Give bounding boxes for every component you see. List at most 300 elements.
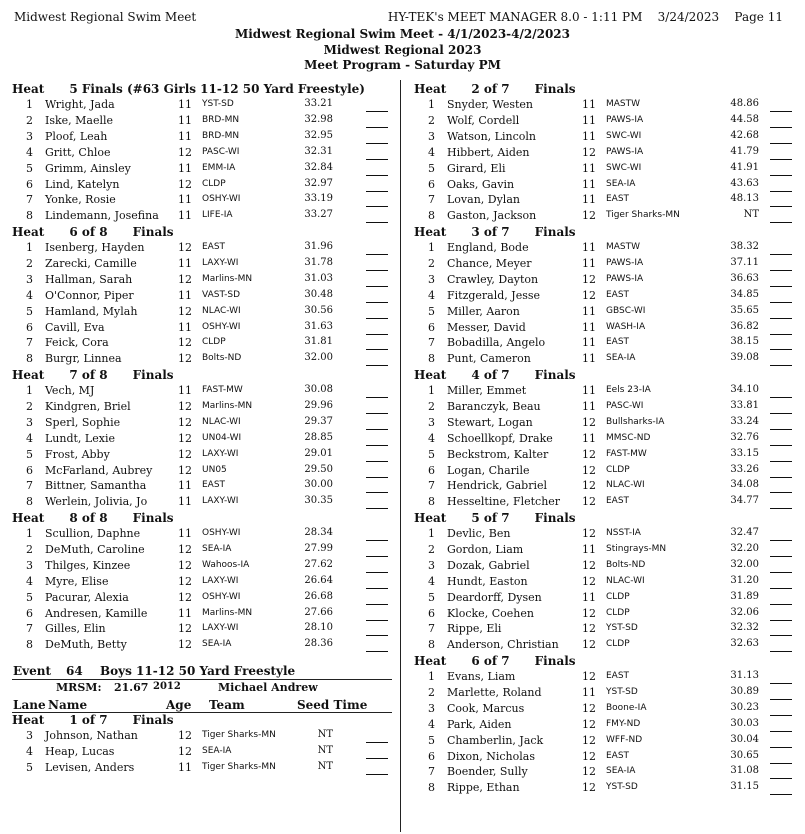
- event-rule: [12, 679, 392, 680]
- lane-number: 5: [26, 161, 33, 175]
- team-code: MASTW: [606, 99, 641, 109]
- lane-number: 3: [428, 415, 435, 429]
- result-blank-line: [770, 127, 792, 128]
- swimmer-row: [12, 559, 402, 575]
- seed-time: 29.96: [304, 399, 333, 411]
- seed-time: 30.03: [730, 717, 759, 729]
- team-code: CLDP: [202, 337, 226, 348]
- seed-time: 42.68: [730, 129, 759, 141]
- swimmer-row: [12, 193, 402, 209]
- team-code: BRD-MN: [202, 114, 240, 125]
- result-blank-line: [366, 651, 388, 652]
- swimmer-row: [414, 321, 805, 337]
- team-code: EAST: [606, 750, 630, 761]
- swimmer-row: [12, 527, 402, 543]
- swimmer-row: [12, 543, 402, 559]
- columns-rule: [12, 712, 392, 713]
- seed-time: 33.81: [730, 399, 759, 411]
- result-blank-line: [770, 413, 792, 414]
- swimmer-row: [414, 448, 805, 464]
- team-code: LAXY-WI: [202, 575, 239, 586]
- result-blank-line: [366, 742, 388, 743]
- team-code: SWC-WI: [606, 162, 642, 173]
- lane-number: 1: [428, 98, 435, 111]
- heat-title: Heat 2 of 7 Finals: [414, 82, 576, 96]
- swimmer-name: Cook, Marcus: [447, 701, 525, 715]
- lane-number: 7: [428, 336, 435, 350]
- team-code: FAST-MW: [202, 385, 243, 395]
- team-code: LIFE-IA: [202, 210, 233, 221]
- result-blank-line: [770, 763, 792, 764]
- result-blank-line: [770, 302, 792, 303]
- swimmer-row: [12, 432, 402, 448]
- lane-number: 1: [428, 527, 435, 540]
- team-code: BRD-MN: [202, 130, 240, 141]
- team-code: EAST: [606, 289, 630, 300]
- swimmer-name: Gritt, Chloe: [45, 145, 111, 159]
- seed-time: 31.96: [304, 241, 333, 252]
- seed-time: 36.82: [730, 320, 759, 332]
- seed-time: 26.64: [304, 574, 333, 586]
- swimmer-name: Snyder, Westen: [447, 98, 534, 111]
- swimmer-name: Sperl, Sophie: [45, 415, 121, 429]
- result-blank-line: [770, 365, 792, 366]
- swimmer-age: 12: [178, 558, 192, 572]
- swimmer-age: 12: [178, 272, 192, 286]
- swimmer-name: Fitzgerald, Jesse: [447, 288, 541, 302]
- team-code: Marlins-MN: [202, 400, 253, 411]
- swimmer-age: 12: [178, 574, 192, 588]
- swimmer-name: Lundt, Lexie: [45, 431, 115, 445]
- lane-number: 4: [428, 574, 435, 588]
- swimmer-name: Park, Aiden: [447, 717, 512, 731]
- result-blank-line: [770, 492, 792, 493]
- lane-number: 1: [428, 241, 435, 254]
- swimmer-name: Dixon, Nicholas: [447, 749, 535, 763]
- swimmer-age: 11: [582, 256, 596, 270]
- result-blank-line: [366, 334, 388, 335]
- result-blank-line: [770, 699, 792, 700]
- result-blank-line: [366, 286, 388, 287]
- team-code: Tiger Sharks-MN: [606, 210, 680, 221]
- result-blank-line: [366, 492, 388, 493]
- swimmer-row: [414, 416, 805, 432]
- swimmer-age: 11: [582, 177, 596, 191]
- swimmer-name: Ploof, Leah: [45, 129, 108, 143]
- lane-number: 4: [428, 288, 435, 302]
- result-blank-line: [770, 254, 792, 255]
- swimmer-row: [414, 352, 805, 368]
- lane-number: 2: [428, 685, 435, 699]
- swimmer-name: Rippe, Ethan: [447, 781, 520, 795]
- team-code: UN04-WI: [202, 432, 242, 443]
- seed-time: 31.20: [730, 574, 759, 586]
- swimmer-age: 12: [582, 272, 596, 286]
- seed-time: 33.27: [304, 209, 333, 221]
- heat-title: Heat 3 of 7 Finals: [414, 225, 576, 239]
- swimmer-name: Bobadilla, Angelo: [447, 336, 546, 350]
- team-code: EAST: [606, 337, 630, 348]
- seed-time: 38.32: [730, 241, 759, 252]
- seed-time: 30.00: [304, 479, 333, 491]
- swimmer-row: [414, 400, 805, 416]
- swimmer-age: 12: [178, 463, 192, 477]
- swimmer-row: [12, 98, 402, 114]
- team-code: PAWS-IA: [606, 114, 644, 125]
- swimmer-name: Cavill, Eva: [45, 320, 105, 334]
- swimmer-row: [12, 352, 402, 368]
- seed-time: 34.77: [730, 495, 759, 507]
- swimmer-row: [414, 114, 805, 130]
- swimmer-row: [12, 305, 402, 321]
- team-code: OSHY-WI: [202, 591, 241, 602]
- team-code: CLDP: [606, 639, 630, 650]
- seed-time: 32.32: [730, 622, 759, 634]
- swimmer-age: 11: [178, 479, 192, 493]
- swimmer-row: [414, 527, 805, 543]
- lane-number: 4: [26, 431, 33, 445]
- team-code: Bolts-ND: [202, 353, 242, 364]
- team-code: LAXY-WI: [202, 623, 239, 634]
- swimmer-age: 12: [178, 744, 192, 758]
- seed-time: 33.24: [730, 415, 759, 427]
- swimmer-name: McFarland, Aubrey: [45, 463, 153, 477]
- result-blank-line: [366, 254, 388, 255]
- swimmer-row: [414, 289, 805, 305]
- seed-time: 28.10: [304, 622, 333, 634]
- result-blank-line: [366, 461, 388, 462]
- swimmer-name: Feick, Cora: [45, 336, 109, 350]
- team-code: PASC-WI: [606, 400, 644, 411]
- team-code: Bolts-ND: [606, 559, 646, 570]
- swimmer-name: DeMuth, Betty: [45, 638, 127, 652]
- swimmer-age: 12: [178, 590, 192, 604]
- swimmer-age: 12: [582, 479, 596, 493]
- seed-time: NT: [317, 760, 333, 772]
- swimmer-row: [414, 750, 805, 766]
- seed-time: 31.81: [304, 336, 333, 348]
- swimmer-row: [414, 336, 805, 352]
- swimmer-row: [414, 495, 805, 511]
- heat-title: Heat 6 of 7 Finals: [414, 654, 576, 668]
- col-team-header: Team: [209, 698, 245, 712]
- lane-number: 6: [428, 463, 435, 477]
- swimmer-age: 12: [178, 177, 192, 191]
- lane-number: 1: [428, 384, 435, 397]
- swimmer-row: [414, 543, 805, 559]
- lane-number: 1: [26, 384, 33, 397]
- lane-number: 8: [428, 638, 435, 652]
- lane-number: 7: [26, 479, 33, 493]
- lane-number: 3: [26, 272, 33, 286]
- swimmer-age: 11: [178, 161, 192, 175]
- team-code: CLDP: [606, 591, 630, 602]
- team-code: Marlins-MN: [202, 273, 253, 284]
- team-code: SEA-IA: [202, 639, 232, 650]
- lane-number: 6: [26, 177, 33, 191]
- lane-number: 3: [26, 129, 33, 143]
- event-title: Boys 11-12 50 Yard Freestyle: [100, 664, 296, 678]
- seed-time: 32.06: [730, 606, 759, 618]
- meet-subtitle: Midwest Regional 2023: [323, 43, 482, 57]
- result-blank-line: [366, 349, 388, 350]
- swimmer-name: Evans, Liam: [447, 670, 516, 683]
- swimmer-age: 11: [178, 193, 192, 207]
- lane-number: 5: [26, 590, 33, 604]
- swimmer-name: England, Bode: [447, 241, 529, 254]
- swimmer-name: Zarecki, Camille: [45, 256, 137, 270]
- result-blank-line: [366, 270, 388, 271]
- team-code: SEA-IA: [202, 543, 232, 554]
- swimmer-row: [414, 432, 805, 448]
- swimmer-age: 12: [178, 431, 192, 445]
- swimmer-name: Yonke, Rosie: [45, 193, 116, 207]
- swimmer-name: Punt, Cameron: [447, 352, 531, 366]
- seed-time: 28.36: [304, 638, 333, 650]
- team-code: Tiger Sharks-MN: [202, 761, 276, 772]
- meet-dates-title: Midwest Regional Swim Meet - 4/1/2023-4/2/2023: [234, 27, 571, 41]
- lane-number: 5: [428, 161, 435, 175]
- col-lane-header: Lane: [13, 698, 46, 712]
- team-code: EAST: [202, 242, 226, 252]
- team-code: NLAC-WI: [606, 480, 645, 491]
- team-code: EAST: [202, 480, 226, 491]
- swimmer-age: 11: [582, 590, 596, 604]
- swimmer-row: [12, 479, 402, 495]
- swimmer-row: [414, 622, 805, 638]
- swimmer-row: [12, 146, 402, 162]
- team-code: CLDP: [202, 178, 226, 189]
- seed-time: 37.11: [730, 256, 759, 268]
- lane-number: 7: [428, 193, 435, 207]
- swimmer-age: 12: [582, 558, 596, 572]
- swimmer-age: 12: [582, 622, 596, 636]
- result-blank-line: [770, 143, 792, 144]
- result-blank-line: [770, 731, 792, 732]
- swimmer-row: [12, 622, 402, 638]
- swimmer-age: 12: [582, 606, 596, 620]
- swimmer-name: Vech, MJ: [45, 384, 95, 397]
- seed-time: 31.13: [730, 670, 759, 681]
- event-label: Event: [13, 664, 52, 678]
- swimmer-row: [12, 289, 402, 305]
- seed-time: 30.35: [304, 495, 333, 507]
- seed-time: 31.03: [304, 272, 333, 284]
- swimmer-name: Schoellkopf, Drake: [447, 431, 553, 445]
- result-blank-line: [770, 222, 792, 223]
- swimmer-age: 11: [178, 288, 192, 302]
- lane-number: 1: [26, 527, 33, 540]
- result-blank-line: [366, 588, 388, 589]
- seed-time: 29.50: [304, 463, 333, 475]
- lane-number: 3: [428, 129, 435, 143]
- result-blank-line: [366, 159, 388, 160]
- seed-time: 34.10: [730, 384, 759, 395]
- swimmer-age: 11: [178, 256, 192, 270]
- swimmer-name: Oaks, Gavin: [447, 177, 515, 191]
- page-header-info: HY-TEK's MEET MANAGER 8.0 - 1:11 PM 3/24/2023 Page 11: [387, 10, 783, 24]
- team-code: Eels 23-IA: [606, 385, 651, 395]
- lane-number: 8: [26, 495, 33, 509]
- swimmer-row: [414, 98, 805, 114]
- swimmer-row: [12, 575, 402, 591]
- lane-number: 8: [26, 352, 33, 366]
- swimmer-age: 11: [178, 129, 192, 143]
- seed-time: 33.15: [730, 447, 759, 459]
- lane-number: 7: [428, 622, 435, 636]
- swimmer-name: Pacurar, Alexia: [45, 590, 129, 604]
- team-code: PAWS-IA: [606, 257, 644, 268]
- result-blank-line: [366, 222, 388, 223]
- lane-number: 8: [428, 781, 435, 795]
- swimmer-row: [414, 241, 805, 257]
- result-blank-line: [770, 429, 792, 430]
- team-code: CLDP: [606, 464, 630, 475]
- team-code: LAXY-WI: [202, 496, 239, 507]
- swimmer-row: [12, 745, 402, 761]
- swimmer-row: [12, 448, 402, 464]
- swimmer-row: [414, 146, 805, 162]
- result-blank-line: [770, 206, 792, 207]
- swimmer-name: Deardorff, Dysen: [447, 590, 542, 604]
- swimmer-row: [414, 178, 805, 194]
- team-code: YST-SD: [202, 99, 234, 109]
- swimmer-name: Logan, Charile: [447, 463, 530, 477]
- seed-time: 41.91: [730, 161, 759, 173]
- swimmer-name: Gaston, Jackson: [447, 209, 537, 223]
- result-blank-line: [770, 556, 792, 557]
- team-code: WFF-ND: [606, 734, 643, 745]
- swimmer-name: Stewart, Logan: [447, 415, 533, 429]
- result-blank-line: [366, 429, 388, 430]
- seed-time: 30.56: [304, 304, 333, 316]
- seed-time: 32.63: [730, 638, 759, 650]
- seed-time: 29.01: [304, 447, 333, 459]
- swimmer-name: Scullion, Daphne: [45, 527, 141, 540]
- team-code: SEA-IA: [606, 178, 636, 189]
- lane-number: 2: [26, 399, 33, 413]
- swimmer-name: DeMuth, Caroline: [45, 542, 145, 556]
- result-blank-line: [770, 572, 792, 573]
- swimmer-row: [414, 559, 805, 575]
- seed-time: 32.47: [730, 527, 759, 538]
- lane-number: 5: [428, 590, 435, 604]
- swimmer-age: 11: [178, 209, 192, 223]
- result-blank-line: [770, 588, 792, 589]
- swimmer-row: [414, 384, 805, 400]
- lane-number: 4: [26, 288, 33, 302]
- result-blank-line: [770, 270, 792, 271]
- result-blank-line: [770, 508, 792, 509]
- result-blank-line: [770, 651, 792, 652]
- result-blank-line: [366, 127, 388, 128]
- swimmer-age: 12: [582, 717, 596, 731]
- swimmer-age: 12: [582, 749, 596, 763]
- swimmer-age: 11: [582, 685, 596, 699]
- heat-title: Heat 5 of 7 Finals: [414, 511, 576, 525]
- swimmer-name: Girard, Eli: [447, 161, 506, 175]
- team-code: EAST: [606, 671, 630, 681]
- swimmer-row: [12, 591, 402, 607]
- heat-title: Heat 4 of 7 Finals: [414, 368, 576, 382]
- swimmer-age: 11: [582, 98, 596, 111]
- swimmer-age: 11: [178, 606, 192, 620]
- swimmer-name: O'Connor, Piper: [45, 288, 134, 302]
- swimmer-name: Hibbert, Aiden: [447, 145, 530, 159]
- seed-time: 32.31: [304, 145, 333, 157]
- result-blank-line: [770, 540, 792, 541]
- swimmer-age: 11: [582, 193, 596, 207]
- lane-number: 6: [428, 177, 435, 191]
- team-code: LAXY-WI: [202, 257, 239, 268]
- swimmer-age: 12: [178, 145, 192, 159]
- swimmer-name: Bittner, Samantha: [45, 479, 147, 493]
- lane-number: 6: [26, 463, 33, 477]
- seed-time: 28.34: [304, 527, 333, 538]
- record-holder: Michael Andrew: [218, 681, 318, 694]
- swimmer-row: [414, 162, 805, 178]
- result-blank-line: [366, 111, 388, 112]
- swimmer-row: [414, 464, 805, 480]
- swimmer-name: Heap, Lucas: [45, 744, 115, 758]
- result-blank-line: [770, 445, 792, 446]
- team-code: FAST-MW: [606, 448, 647, 459]
- lane-number: 8: [26, 209, 33, 223]
- swimmer-name: Levisen, Anders: [45, 760, 135, 774]
- swimmer-row: [12, 638, 402, 654]
- result-blank-line: [770, 683, 792, 684]
- lane-number: 8: [428, 352, 435, 366]
- result-blank-line: [770, 477, 792, 478]
- heat-title: Heat 8 of 8 Finals: [12, 511, 174, 525]
- swimmer-row: [12, 607, 402, 623]
- lane-number: 2: [428, 256, 435, 270]
- result-blank-line: [366, 572, 388, 573]
- result-blank-line: [366, 397, 388, 398]
- lane-number: 5: [26, 447, 33, 461]
- result-blank-line: [770, 794, 792, 795]
- result-blank-line: [770, 715, 792, 716]
- result-blank-line: [366, 604, 388, 605]
- swimmer-name: Wolf, Cordell: [447, 113, 520, 127]
- swimmer-row: [12, 321, 402, 337]
- lane-number: 6: [428, 606, 435, 620]
- team-code: EAST: [606, 194, 630, 205]
- swimmer-row: [12, 114, 402, 130]
- team-code: LAXY-WI: [202, 448, 239, 459]
- swimmer-name: Lindemann, Josefina: [45, 209, 159, 223]
- swimmer-name: Chamberlin, Jack: [447, 733, 544, 747]
- lane-number: 7: [428, 479, 435, 493]
- lane-number: 4: [428, 717, 435, 731]
- result-blank-line: [366, 175, 388, 176]
- swimmer-name: Baranczyk, Beau: [447, 399, 541, 413]
- team-code: SEA-IA: [606, 353, 636, 364]
- team-code: SWC-WI: [606, 130, 642, 141]
- seed-time: 31.63: [304, 320, 333, 332]
- swimmer-name: Boender, Sully: [447, 765, 528, 779]
- lane-number: 4: [428, 431, 435, 445]
- swimmer-name: Chance, Meyer: [447, 256, 532, 270]
- seed-time: NT: [317, 729, 333, 740]
- lane-number: 2: [428, 113, 435, 127]
- swimmer-name: Rippe, Eli: [447, 622, 502, 636]
- swimmer-name: Hallman, Sarah: [45, 272, 133, 286]
- result-blank-line: [366, 758, 388, 759]
- swimmer-name: Thilges, Kinzee: [45, 558, 131, 572]
- seed-time: 34.85: [730, 288, 759, 300]
- seed-time: NT: [743, 209, 759, 221]
